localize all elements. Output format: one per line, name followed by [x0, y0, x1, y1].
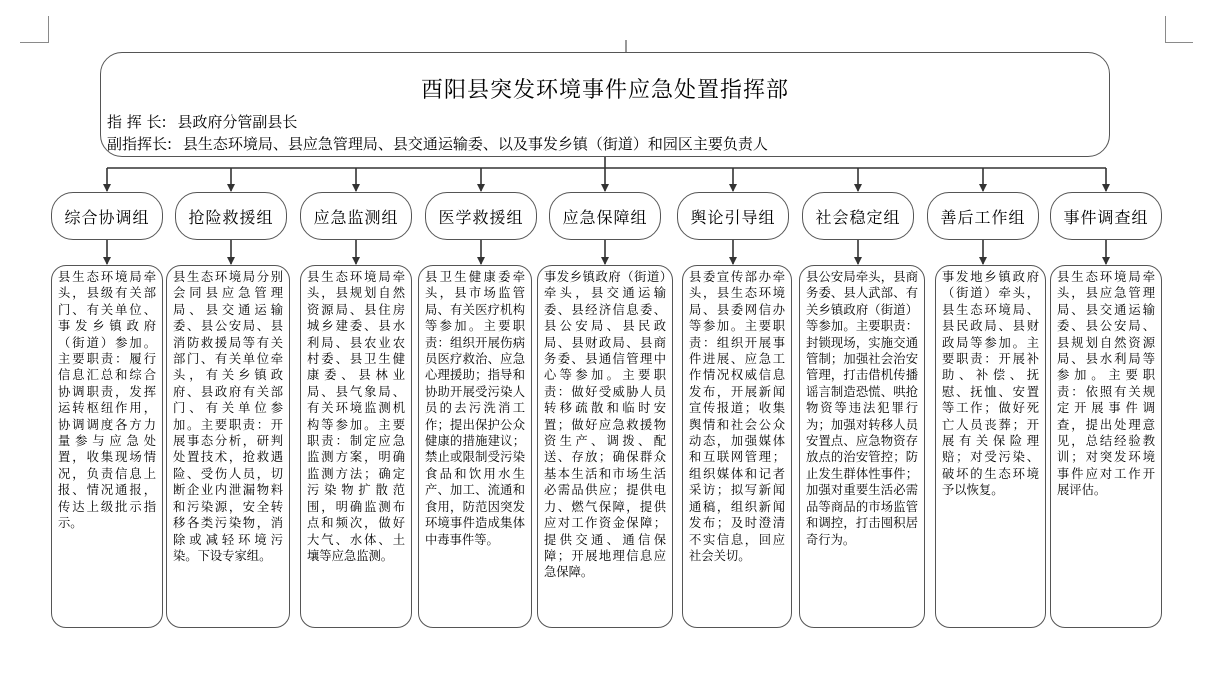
group-header-social-stability: 社会稳定组: [802, 192, 914, 240]
group-header-investigation: 事件调查组: [1050, 192, 1162, 240]
commander-line: [107, 111, 297, 132]
group-card-emergency-support: 事发乡镇政府（街道）牵头，县交通运输委、县经济信息委、县公安局、县民政局、县财政局、县商务委、县通信管理中心等参加。主要职责：做好受威胁人员转移疏散和临时安置；做好应急救援物资生产、调拨、配送、存放；确保群众基本生活和市场生活必需品供应；提供电力、燃气保障，提供应对工作资金保障；提供交通、通信保障；开展地理信息应急保障。: [537, 265, 673, 628]
group-header-public-opinion: 舆论引导组: [677, 192, 789, 240]
command-title: 酉阳县突发环境事件应急处置指挥部: [420, 78, 789, 103]
group-card-rescue: 县生态环境局分别会同县应急管理局、县交通运输委、县公安局、县消防救援局等有关部门、有关单位牵头，有关乡镇政府、县政府有关部门、有关单位参加。主要职责：开展事态分析，研判处置技术，抢救遇险、受伤人员，切断企业内泄漏物料和污染源，安全转移各类污染物，消除或减轻环境污染。下设专家组。: [166, 265, 290, 628]
commander-label: 指 挥 长:: [107, 113, 167, 131]
group-card-medical-rescue: 县卫生健康委牵头，县市场监管局、有关医疗机构等参加。主要职责：组织开展伤病员医疗救治、应急心理援助；指导和协助开展受污染人员的去污洗消工作；提出保护公众健康的措施建议；禁止或限制受污染食品和饮用水生产、加工、流通和食用，防范因突发环境事件造成集体中毒事件等。: [418, 265, 532, 628]
deputy-commander-value: 县生态环境局、县应急管理局、县交通运输委、以及事发乡镇（街道）和园区主要负责人: [182, 135, 768, 153]
group-card-investigation: 县生态环境局牵头，县应急管理局、县交通运输委、县公安局、县规划自然资源局、县水利局等参加。主要职责：依照有关规定开展事件调查，提出处理意见，总结经验教训；对突发环境事件应对工作开展评估。: [1050, 265, 1162, 628]
group-header-rescue: 抢险救援组: [175, 192, 287, 240]
group-card-public-opinion: 县委宣传部办牵头，县生态环境局、县委网信办等参加。主要职责：组织开展事件进展、应急工作情况权威信息发布，开展新闻宣传报道；收集舆情和社会公众动态，加强媒体和互联网管理；组织媒体和记者采访；拟写新闻通稿，组织新闻发布；及时澄清不实信息，回应社会关切。: [682, 265, 792, 628]
group-card-aftermath: 事发地乡镇政府（街道）牵头，县生态环境局、县民政局、县财政局等参加。主要职责：开展补助、补偿、抚慰、抚恤、安置等工作；做好死亡人员丧葬；开展有关保险理赔；对受污染、破坏的生态环境予以恢复。: [935, 265, 1046, 628]
group-header-aftermath: 善后工作组: [927, 192, 1039, 240]
commander-value: 县政府分管副县长: [177, 113, 298, 131]
deputy-commander-line: [107, 133, 768, 154]
group-card-emergency-monitoring: 县生态环境局牵头，县规划自然资源局、县住房城乡建委、县水利局、县农业农村委、县卫生健康委、县林业局、县气象局、有关环境监测机构等参加。主要职责：制定应急监测方案，明确监测方法；确定污染物扩散范围，明确监测布点和频次，做好大气、水体、土壤等应急监测。: [300, 265, 412, 628]
group-header-medical-rescue: 医学救援组: [425, 192, 537, 240]
deputy-commander-label: 副指挥长:: [107, 135, 173, 153]
group-header-emergency-support: 应急保障组: [549, 192, 661, 240]
group-header-comprehensive-coordination: 综合协调组: [51, 192, 163, 240]
group-card-social-stability: 县公安局牵头，县商务委、县人武部、有关乡镇政府（街道）等参加。主要职责：封锁现场，实施交通管制；加强社会治安管理，打击借机传播谣言制造恐慌、哄抢物资等违法犯罪行为；加强对转移人员安置点、应急物资存放点的治安管控；防止发生群体性事件；加强对重要生活必需品等商品的市场监管和调控，打击囤积居奇行为。: [799, 265, 925, 628]
command-headquarters-box: [100, 52, 1110, 157]
group-card-comprehensive-coordination: 县生态环境局牵头，县级有关部门、有关单位、事发乡镇政府（街道）参加。主要职责：履行信息汇总和综合协调职责，发挥运转枢纽作用，协调调度各方力量参与应急处置，收集现场情况，负责信息上报、情况通报，传达上级批示指示。: [51, 265, 163, 628]
group-header-emergency-monitoring: 应急监测组: [300, 192, 412, 240]
